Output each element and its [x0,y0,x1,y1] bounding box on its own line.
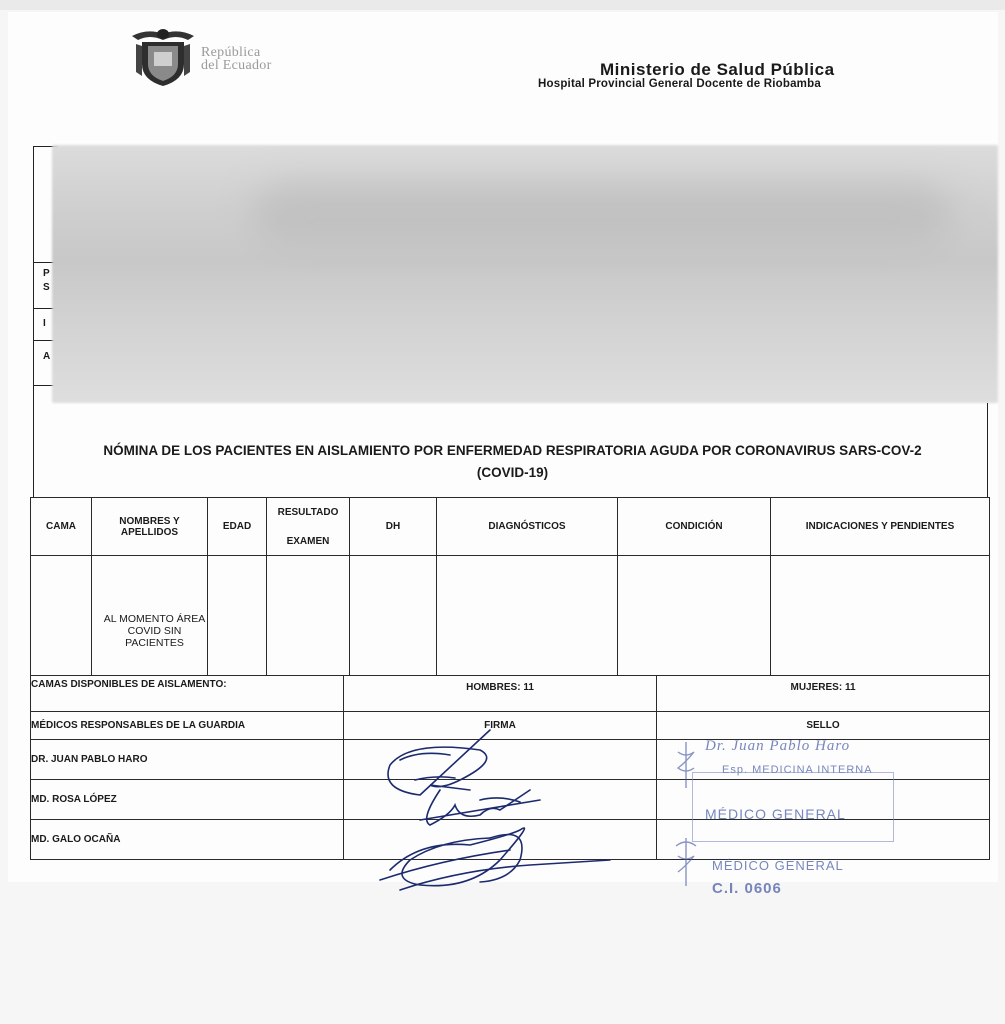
divider [987,403,988,498]
republic-name [201,46,272,72]
col-resultado-line2: EXAMEN [286,535,330,547]
field-letter: A [43,351,51,362]
cell-diagnosticos [437,556,618,676]
cell-resultado [267,556,350,676]
stamp-text: Esp. MEDICINA INTERNA [722,764,873,776]
hospital-name: Hospital Provincial General Docente de Riobamba [538,78,821,90]
doctors-header: MÉDICOS RESPONSABLES DE LA GUARDIA [31,712,344,740]
cell-cama [31,556,92,676]
doctor-name: MD. GALO OCAÑA [31,820,344,860]
title-line-1: NÓMINA DE LOS PACIENTES EN AISLAMIENTO POR ENFERMEDAD RESPIRATORIA AGUDA POR CORONAVIRUS SARS-COV-2 [103,443,922,458]
title-line-2: (COVID-19) [476,465,549,480]
col-condicion: CONDICIÓN [618,498,771,556]
ecuador-coat-of-arms-icon [128,26,198,88]
col-cama: CAMA [31,498,92,556]
cell-nombres-note: AL MOMENTO ÁREA COVID SIN PACIENTES [92,556,208,676]
cell-dh [350,556,437,676]
cell-edad [208,556,267,676]
top-edge [0,0,1005,10]
col-nombres: NOMBRES Y APELLIDOS [92,498,208,556]
stamp-text: MÉDICO GENERAL [712,858,844,873]
table-row [31,556,990,676]
col-indicaciones: INDICACIONES Y PENDIENTES [771,498,990,556]
republic-line-1: República [201,45,261,60]
men-count: HOMBRES: 11 [344,676,657,712]
firma-header: FIRMA [344,712,657,740]
stamp-text: C.I. 0606 [712,880,782,897]
divider [33,386,34,498]
handwritten-signatures [360,720,620,900]
document-title [40,440,985,484]
available-beds-label: CAMAS DISPONIBLES DE AISLAMENTO: [31,676,344,712]
col-dh: DH [350,498,437,556]
doctor-name: DR. JUAN PABLO HARO [31,740,344,780]
caduceus-icon [672,738,700,888]
field-letter: S [43,282,50,293]
field-letter: P [43,268,50,279]
col-edad: EDAD [208,498,267,556]
col-diagnosticos: DIAGNÓSTICOS [437,498,618,556]
women-count: MUJERES: 11 [657,676,990,712]
republic-line-2: del Ecuador [201,58,272,73]
sello-header: SELLO [657,712,990,740]
redacted-blur-area [52,145,998,403]
stamp-text: Dr. Juan Pablo Haro [705,738,851,754]
patients-table [30,497,990,676]
field-letter: I [43,318,46,329]
doctor-name: MD. ROSA LÓPEZ [31,780,344,820]
cell-condicion [618,556,771,676]
stamp-text: MÉDICO GENERAL [705,806,846,822]
available-beds-table [30,675,990,712]
col-resultado [267,498,350,556]
ministry-title: Ministerio de Salud Pública [600,60,835,79]
col-resultado-line1: RESULTADO [277,506,339,518]
cell-indicaciones [771,556,990,676]
